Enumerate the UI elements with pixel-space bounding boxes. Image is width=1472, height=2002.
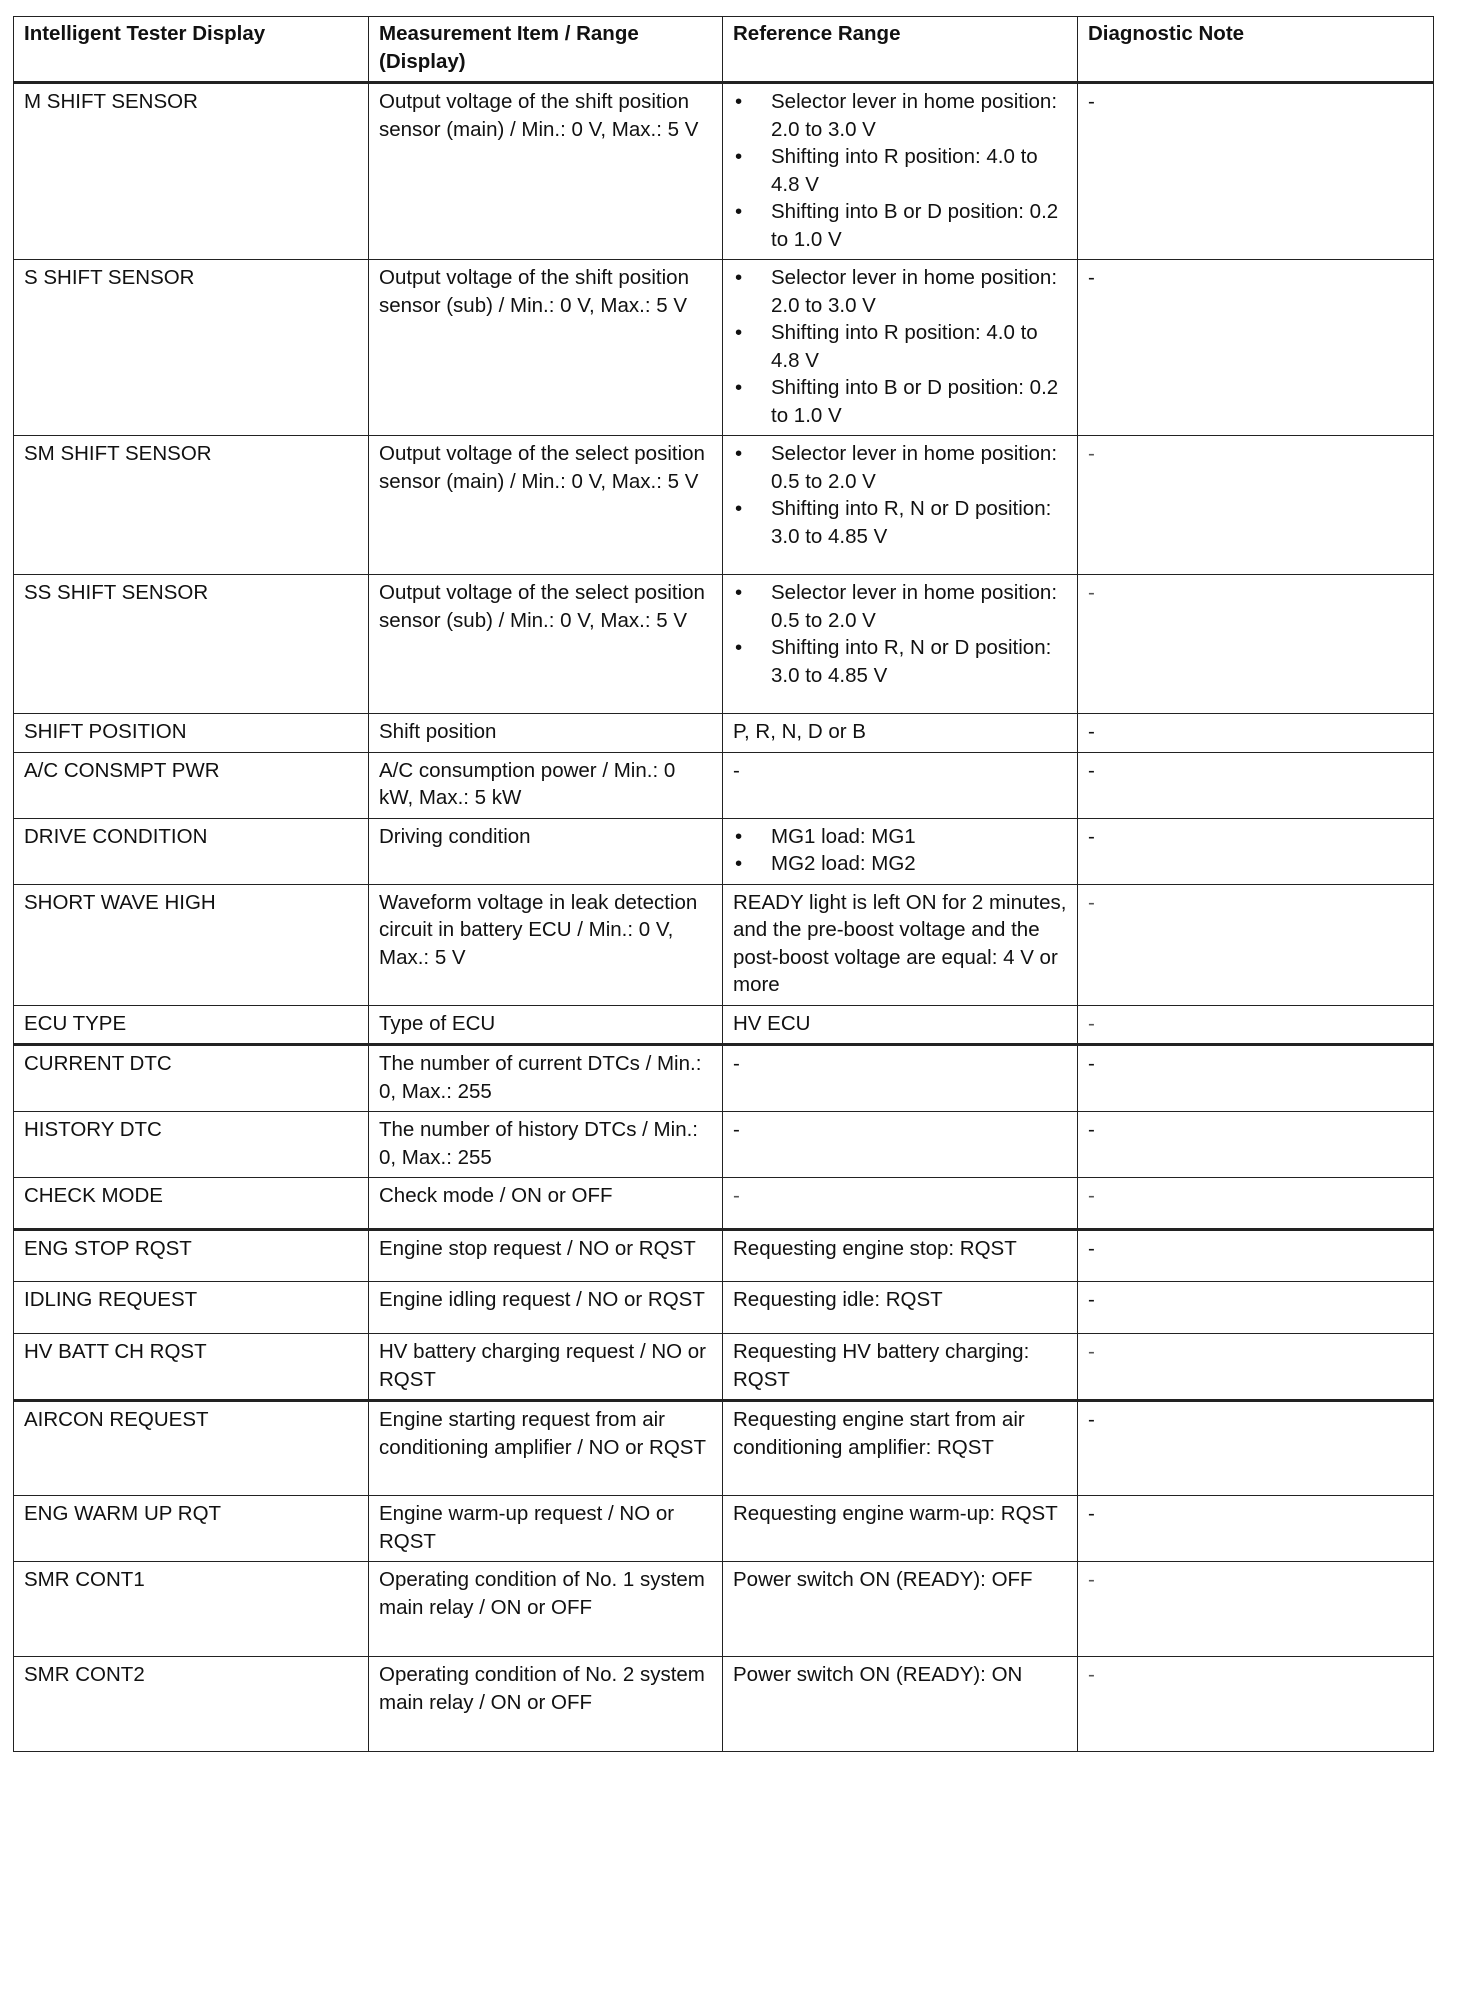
cell-measurement: Operating condition of No. 1 system main relay / ON or OFF — [369, 1562, 723, 1657]
cell-measurement: Output voltage of the select position sensor (sub) / Min.: 0 V, Max.: 5 V — [369, 575, 723, 714]
table-row — [14, 1657, 1434, 1752]
cell-measurement: Engine starting request from air conditioning amplifier / NO or RQST — [369, 1401, 723, 1496]
cell-note: - — [1078, 436, 1434, 575]
cell-reference: Requesting engine start from air conditioning amplifier: RQST — [723, 1401, 1078, 1496]
table-row — [14, 1005, 1434, 1045]
cell-note: - — [1078, 884, 1434, 1005]
cell-measurement: Check mode / ON or OFF — [369, 1178, 723, 1230]
cell-reference: Requesting engine stop: RQST — [723, 1230, 1078, 1282]
cell-note: - — [1078, 818, 1434, 884]
cell-tester-display: SMR CONT1 — [14, 1562, 369, 1657]
table-row — [14, 436, 1434, 575]
cell-reference: Power switch ON (READY): OFF — [723, 1562, 1078, 1657]
cell-note: - — [1078, 1045, 1434, 1112]
cell-measurement: Engine stop request / NO or RQST — [369, 1230, 723, 1282]
cell-reference: Requesting engine warm-up: RQST — [723, 1496, 1078, 1562]
cell-note: - — [1078, 714, 1434, 753]
cell-measurement: Engine idling request / NO or RQST — [369, 1282, 723, 1334]
cell-tester-display: M SHIFT SENSOR — [14, 83, 369, 260]
cell-measurement: Driving condition — [369, 818, 723, 884]
cell-note: - — [1078, 1334, 1434, 1401]
list-item: • Shifting into R position: 4.0 to 4.8 V — [733, 143, 1067, 198]
cell-measurement: HV battery charging request / NO or RQST — [369, 1334, 723, 1401]
cell-reference — [723, 260, 1078, 436]
list-item: • Selector lever in home position: 0.5 to 2.0 V — [733, 440, 1067, 495]
list-item: • Shifting into B or D position: 0.2 to 1.0 V — [733, 374, 1067, 429]
cell-tester-display: DRIVE CONDITION — [14, 818, 369, 884]
table-row — [14, 575, 1434, 714]
cell-measurement: Output voltage of the select position sensor (main) / Min.: 0 V, Max.: 5 V — [369, 436, 723, 575]
cell-measurement: Operating condition of No. 2 system main relay / ON or OFF — [369, 1657, 723, 1752]
cell-tester-display: A/C CONSMPT PWR — [14, 752, 369, 818]
cell-measurement: Waveform voltage in leak detection circuit in battery ECU / Min.: 0 V, Max.: 5 V — [369, 884, 723, 1005]
list-item: • Selector lever in home position: 2.0 to 3.0 V — [733, 264, 1067, 319]
table-row — [14, 83, 1434, 260]
cell-measurement: A/C consumption power / Min.: 0 kW, Max.: 5 kW — [369, 752, 723, 818]
header-reference-range: Reference Range — [723, 17, 1078, 83]
table-row — [14, 1230, 1434, 1282]
table-row — [14, 1178, 1434, 1230]
cell-reference: - — [723, 1045, 1078, 1112]
cell-measurement: The number of current DTCs / Min.: 0, Max.: 255 — [369, 1045, 723, 1112]
cell-tester-display: ENG STOP RQST — [14, 1230, 369, 1282]
cell-note: - — [1078, 1657, 1434, 1752]
cell-reference: P, R, N, D or B — [723, 714, 1078, 753]
list-item: • Shifting into R, N or D position: 3.0 to 4.85 V — [733, 495, 1067, 550]
cell-tester-display: AIRCON REQUEST — [14, 1401, 369, 1496]
table-row — [14, 752, 1434, 818]
cell-note: - — [1078, 1230, 1434, 1282]
reference-list — [733, 264, 1067, 429]
cell-reference: - — [723, 1178, 1078, 1230]
cell-tester-display: CHECK MODE — [14, 1178, 369, 1230]
cell-tester-display: SS SHIFT SENSOR — [14, 575, 369, 714]
cell-reference — [723, 818, 1078, 884]
table-row — [14, 260, 1434, 436]
table-row — [14, 1282, 1434, 1334]
cell-note: - — [1078, 1112, 1434, 1178]
list-item: • Shifting into R position: 4.0 to 4.8 V — [733, 319, 1067, 374]
cell-note: - — [1078, 1401, 1434, 1496]
cell-reference: Power switch ON (READY): ON — [723, 1657, 1078, 1752]
table-row — [14, 1112, 1434, 1178]
cell-tester-display: CURRENT DTC — [14, 1045, 369, 1112]
cell-reference: Requesting idle: RQST — [723, 1282, 1078, 1334]
table-row — [14, 818, 1434, 884]
list-item: • Shifting into R, N or D position: 3.0 to 4.85 V — [733, 634, 1067, 689]
cell-reference: Requesting HV battery charging: RQST — [723, 1334, 1078, 1401]
cell-note: - — [1078, 1282, 1434, 1334]
cell-measurement: Output voltage of the shift position sensor (main) / Min.: 0 V, Max.: 5 V — [369, 83, 723, 260]
cell-reference: - — [723, 752, 1078, 818]
cell-measurement: The number of history DTCs / Min.: 0, Max.: 255 — [369, 1112, 723, 1178]
cell-tester-display: ENG WARM UP RQT — [14, 1496, 369, 1562]
cell-measurement: Engine warm-up request / NO or RQST — [369, 1496, 723, 1562]
reference-list — [733, 88, 1067, 253]
cell-reference — [723, 436, 1078, 575]
header-tester-display: Intelligent Tester Display — [14, 17, 369, 83]
cell-note: - — [1078, 1005, 1434, 1045]
table-row — [14, 1401, 1434, 1496]
cell-measurement: Shift position — [369, 714, 723, 753]
list-item: • MG1 load: MG1 — [733, 823, 1067, 851]
cell-tester-display: IDLING REQUEST — [14, 1282, 369, 1334]
reference-list — [733, 440, 1067, 550]
header-diagnostic-note: Diagnostic Note — [1078, 17, 1434, 83]
cell-reference: HV ECU — [723, 1005, 1078, 1045]
cell-tester-display: SMR CONT2 — [14, 1657, 369, 1752]
cell-reference — [723, 575, 1078, 714]
cell-reference: - — [723, 1112, 1078, 1178]
reference-list — [733, 579, 1067, 689]
cell-tester-display: S SHIFT SENSOR — [14, 260, 369, 436]
cell-tester-display: HV BATT CH RQST — [14, 1334, 369, 1401]
cell-tester-display: SHIFT POSITION — [14, 714, 369, 753]
table-row — [14, 1045, 1434, 1112]
cell-tester-display: ECU TYPE — [14, 1005, 369, 1045]
cell-reference: READY light is left ON for 2 minutes, and the pre-boost voltage and the post-boost voltage are equal: 4 V or more — [723, 884, 1078, 1005]
list-item: • Shifting into B or D position: 0.2 to 1.0 V — [733, 198, 1067, 253]
header-measurement-item: Measurement Item / Range (Display) — [369, 17, 723, 83]
cell-note: - — [1078, 1178, 1434, 1230]
list-item: • MG2 load: MG2 — [733, 850, 1067, 878]
cell-reference — [723, 83, 1078, 260]
table-row — [14, 714, 1434, 753]
table-row — [14, 1334, 1434, 1401]
reference-list — [733, 823, 1067, 878]
cell-measurement: Output voltage of the shift position sensor (sub) / Min.: 0 V, Max.: 5 V — [369, 260, 723, 436]
cell-measurement: Type of ECU — [369, 1005, 723, 1045]
cell-note: - — [1078, 1496, 1434, 1562]
cell-note: - — [1078, 575, 1434, 714]
data-list-table — [13, 16, 1434, 1752]
table-row — [14, 1562, 1434, 1657]
table-header-row — [14, 17, 1434, 83]
cell-note: - — [1078, 260, 1434, 436]
cell-tester-display: SHORT WAVE HIGH — [14, 884, 369, 1005]
cell-tester-display: HISTORY DTC — [14, 1112, 369, 1178]
cell-tester-display: SM SHIFT SENSOR — [14, 436, 369, 575]
cell-note: - — [1078, 752, 1434, 818]
table-row — [14, 1496, 1434, 1562]
cell-note: - — [1078, 83, 1434, 260]
list-item: • Selector lever in home position: 0.5 to 2.0 V — [733, 579, 1067, 634]
table-row — [14, 884, 1434, 1005]
list-item: • Selector lever in home position: 2.0 to 3.0 V — [733, 88, 1067, 143]
data-list-page — [13, 16, 1433, 1752]
cell-note: - — [1078, 1562, 1434, 1657]
